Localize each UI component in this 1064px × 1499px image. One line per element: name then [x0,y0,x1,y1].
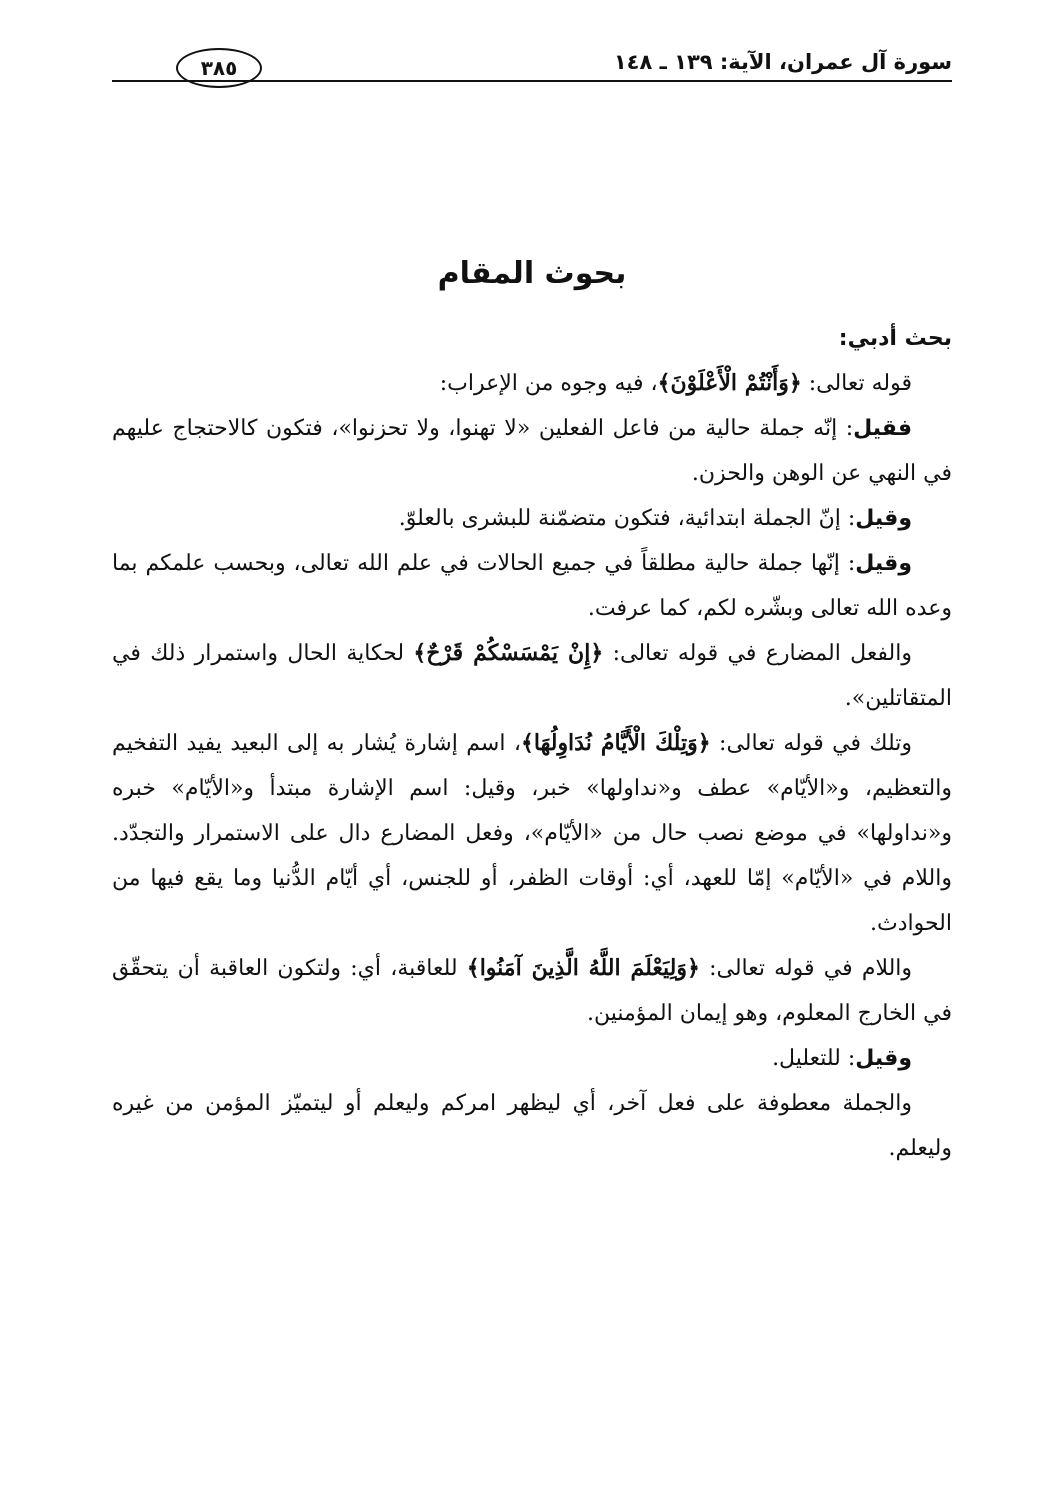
page-header [112,46,952,86]
page-body [112,250,952,1171]
paragraph-text: والفعل المضارع في قوله تعالى: [603,641,912,666]
lead-word: وقيل [855,506,912,531]
paragraph-text: والجملة معطوفة على فعل آخر، أي ليظهر امركم وليعلم أو ليتميّز المؤمن من غيره وليعلم. [112,1091,952,1161]
page-number: ٣٨٥ [176,48,262,88]
paragraph-text: لحكاية الحال واستمرار ذلك في المتقاتلين». [112,641,952,711]
lead-word: وقيل [855,1046,912,1071]
paragraph [112,496,952,541]
paragraph-text: قوله تعالى: [801,371,912,396]
paragraph [112,1081,952,1171]
paragraph-text: ، فيه وجوه من الإعراب: [439,371,658,396]
paragraph-text: : إنّه جملة حالية من فاعل الفعلين «لا تهنوا، ولا تحزنوا»، فتكون كالاحتجاج عليهم في النهي عن الوهن والحزن. [112,416,952,486]
paragraph-text: وتلك في قوله تعالى: [710,731,913,756]
paragraph [112,541,952,631]
lead-word: فقيل [853,416,912,441]
paragraph [112,631,952,721]
subheading: بحث أدبي: [838,326,952,351]
lead-word: وقيل [855,551,912,576]
paragraph-text: : إنّ الجملة ابتدائية، فتكون متضمّنة للبشرى بالعلوّ. [398,506,856,531]
running-title: سورة آل عمران، الآية: ١٣٩ ـ ١٤٨ [613,50,952,74]
paragraph-text: للعاقبة، أي: ولتكون العاقبة أن يتحقّق في الخارج المعلوم، وهو إيمان المؤمنين. [112,956,952,1026]
header-rule [112,80,952,82]
quran-verse: ﴿وَأَنْتُمْ الْأَعْلَوْنَ﴾ [657,370,802,396]
paragraph [112,721,952,946]
quran-verse: ﴿إِنْ يَمْسَسْكُمْ قَرْحٌ﴾ [413,640,604,666]
quran-verse: ﴿وَتِلْكَ الْأَيَّامُ نُدَاوِلُهَا﴾ [521,730,711,756]
section-title: بحوث المقام [437,256,627,291]
quran-verse: ﴿وَلِيَعْلَمَ اللَّهُ الَّذِينَ آمَنُوا﴾ [466,955,700,981]
paragraph-text: واللام في قوله تعالى: [699,956,913,981]
paragraph [112,361,952,406]
paragraph [112,1036,952,1081]
paragraph-text: : للتعليل. [772,1046,856,1071]
paragraph-text: ، اسم إشارة يُشار به إلى البعيد يفيد التفخيم والتعظيم، و«الأيّام» عطف و«نداولها» خبر، وقيل: اسم الإشارة مبتدأ و«الأيّام» خبره و«نداولها» في موضع نصب حال من «الأيّام»، وفعل المضارع دال على الاستمرار والتجدّد. واللام في «الأيّام» إمّا للعهد، أي: أوقات الظفر، أو للجنس، أي أيّام الدُّنيا وما يقع فيها من الحوادث. [112,731,952,936]
paragraph [112,406,952,496]
paragraph-text: : إنّها جملة حالية مطلقاً في جميع الحالات في علم الله تعالى، وبحسب علمكم بما وعده الله تعالى وبشّره لكم، كما عرفت. [112,551,952,621]
paragraph [112,946,952,1036]
